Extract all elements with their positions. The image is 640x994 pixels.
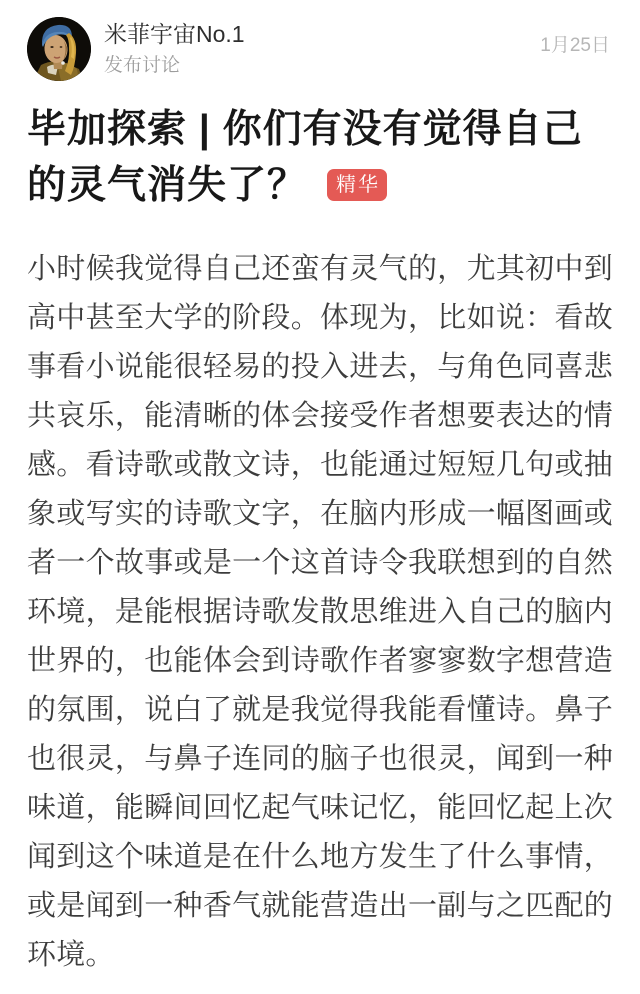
post-title-line1: 毕加探索 | 你们有没有觉得自己	[27, 108, 583, 151]
post-title-line2: 的灵气消失了？	[27, 164, 308, 207]
post-action-label: 发布讨论	[104, 55, 181, 76]
post-date: 1月25日	[540, 35, 610, 56]
author-block	[104, 17, 540, 78]
post-body: 小时候我觉得自己还蛮有灵气的，尤其初中到高中甚至大学的阶段。体现为，比如说：看故事看小说能很轻易的投入进去，与角色同喜悲共哀乐，能清晰的体会接受作者想要表达的情感。看诗歌或散文诗，也能通过短短几句或抽象或写实的诗歌文字，在脑内形成一幅图画或者一个故事或是一个这首诗令我联想到的自然环境，是能根据诗歌发散思维进入自己的脑内世界的，也能体会到诗歌作者寥寥数字想营造的氛围，说白了就是我觉得我能看懂诗。鼻子也很灵，与鼻子连同的脑子也很灵，闻到一种味道，能瞬间回忆起气味记忆，能回忆起上次闻到这个味道是在什么地方发生了什么事情，或是闻到一种香气就能营造出一副与之匹配的环境。	[27, 253, 613, 971]
avatar-image	[27, 17, 91, 81]
avatar[interactable]	[27, 17, 91, 81]
post-title	[27, 102, 613, 214]
username[interactable]: 米菲宇宙No.1	[104, 21, 245, 47]
post-title-line2-wrap	[27, 158, 613, 214]
featured-badge: 精华	[327, 169, 387, 201]
post-header	[0, 0, 640, 81]
